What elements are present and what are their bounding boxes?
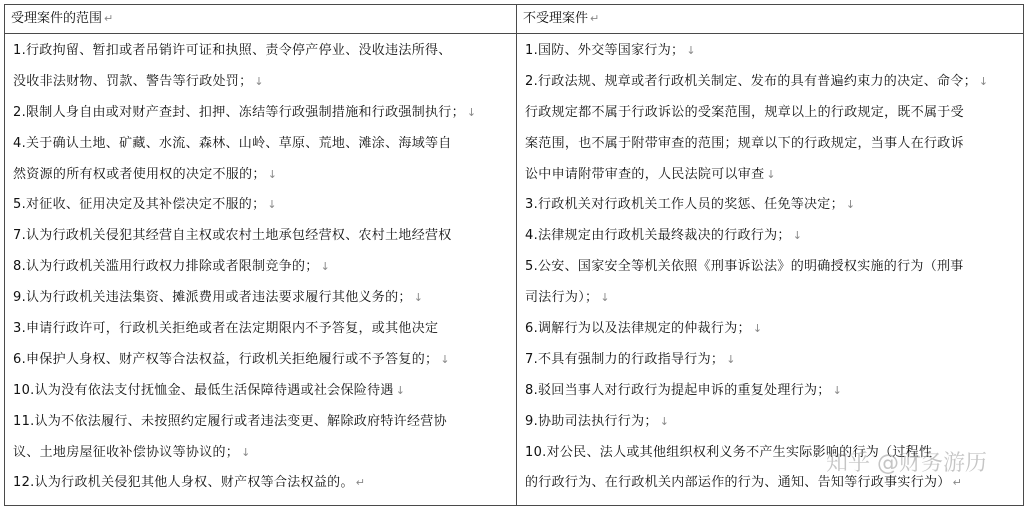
paragraph-mark: ↵ [104, 12, 114, 25]
list-item-text: 2.行政法规、规章或者行政机关制定、发布的具有普遍约束力的决定、命令； [525, 73, 977, 89]
list-item [13, 134, 516, 165]
list-item [13, 72, 516, 103]
list-item [13, 103, 516, 134]
list-item-text: 8.驳回当事人对行政行为提起申诉的重复处理行为； [525, 382, 831, 398]
paragraph-mark: ↓ [686, 44, 696, 57]
list-item-text: 6.调解行为以及法律规定的仲裁行为； [525, 321, 751, 337]
paragraph-mark: ↓ [267, 167, 278, 181]
list-item-text: 11.认为不依法履行、未按照约定履行或者违法变更、解除政府特许经营协 [13, 413, 447, 429]
list-item [525, 257, 1023, 288]
list-item-text: 3.行政机关对行政机关工作人员的奖惩、任免等决定； [525, 197, 844, 213]
list-item-text: 12.认为行政机关侵犯其他人身权、财产权等合法权益的。 [13, 475, 354, 491]
paragraph-mark: ↓ [267, 198, 277, 212]
list-item [525, 165, 1023, 196]
paragraph-mark: ↓ [395, 383, 406, 397]
list-item [13, 350, 516, 381]
list-item [525, 473, 1023, 504]
accepted-cases-column [5, 5, 517, 505]
paragraph-mark: ↵ [952, 476, 963, 490]
list-item-text: 7.不具有强制力的行政指导行为； [525, 351, 725, 367]
list-item [525, 41, 1023, 72]
list-item-text: 10.认为没有依法支付抚恤金、最低生活保障待遇或社会保险待遇 [13, 382, 394, 398]
paragraph-mark: ↓ [320, 260, 331, 274]
paragraph-mark: ↵ [355, 476, 366, 490]
list-item [13, 226, 516, 257]
paragraph-mark: ↓ [845, 198, 856, 212]
paragraph-mark: ↓ [659, 414, 670, 428]
paragraph-mark: ↓ [600, 291, 610, 305]
list-item [13, 195, 516, 226]
paragraph-mark: ↓ [440, 352, 450, 366]
list-item [525, 195, 1023, 226]
list-item-text: 9.协助司法执行行为； [525, 413, 658, 429]
list-item-text: 5.公安、国家安全等机关依照《刑事诉讼法》的明确授权实施的行为（刑事 [525, 259, 964, 275]
paragraph-mark: ↓ [726, 352, 736, 366]
paragraph-mark: ↓ [978, 74, 989, 88]
list-item-text: 7.认为行政机关侵犯其经营自主权或农村土地承包经营权、农村土地经营权 [13, 228, 452, 244]
list-item-text: 行政规定都不属于行政诉讼的受案范围，规章以上的行政规定，既不属于受 [525, 104, 964, 120]
list-item [13, 41, 516, 72]
list-item [525, 72, 1023, 103]
rejected-cases-column [517, 5, 1023, 505]
list-item [525, 381, 1023, 412]
list-item [13, 412, 516, 443]
list-item [13, 165, 516, 196]
list-item [525, 103, 1023, 134]
list-item [13, 257, 516, 288]
list-item-text: 1.行政拘留、暂扣或者吊销许可证和执照、责令停产停业、没收违法所得、 [13, 43, 452, 58]
list-item [13, 473, 516, 504]
list-item [13, 381, 516, 412]
list-item [525, 226, 1023, 257]
list-item [13, 288, 516, 319]
paragraph-mark: ↓ [466, 105, 477, 119]
list-item [525, 412, 1023, 443]
list-item-text: 的行政行为、在行政机关内部运作的行为、通知、告知等行政事实行为） [525, 475, 951, 491]
list-item-text: 6.申保护人身权、财产权等合法权益，行政机关拒绝履行或不予答复的； [13, 351, 439, 367]
list-item-text: 10.对公民、法人或其他组织权利义务不产生实际影响的行为（过程性 [525, 444, 933, 460]
list-item-text: 4.法律规定由行政机关最终裁决的行政行为； [525, 228, 791, 244]
paragraph-mark: ↓ [792, 229, 803, 243]
list-item-text: 议、土地房屋征收补偿协议等协议的； [13, 444, 240, 460]
list-item-text: 3.申请行政许可，行政机关拒绝或者在法定期限内不予答复，或其他决定 [13, 321, 439, 337]
list-item [525, 288, 1023, 319]
rejected-cases-header-text: 不受理案件 [523, 11, 589, 26]
list-item [525, 350, 1023, 381]
list-item [525, 319, 1023, 350]
watermark: 知乎 @财务游历 [826, 451, 987, 476]
paragraph-mark: ↓ [752, 322, 763, 336]
accepted-cases-header [5, 5, 516, 34]
list-item-text: 1.国防、外交等国家行为； [525, 43, 685, 58]
list-item-text: 司法行为）； [525, 290, 599, 306]
list-item-text: 没收非法财物、罚款、警告等行政处罚； [13, 73, 253, 89]
list-item-text: 4.关于确认土地、矿藏、水流、森林、山岭、草原、荒地、滩涂、海域等自 [13, 135, 452, 151]
scope-table [4, 4, 1024, 506]
paragraph-mark: ↓ [413, 291, 424, 305]
list-item [525, 443, 1023, 474]
paragraph-mark: ↓ [241, 445, 251, 459]
paragraph-mark: ↓ [254, 74, 264, 88]
list-item-text: 讼中申请附带审查的，人民法院可以审查 [525, 166, 765, 182]
paragraph-mark: ↵ [590, 12, 600, 25]
rejected-cases-list [517, 41, 1023, 504]
accepted-cases-list [5, 41, 516, 504]
list-item [13, 319, 516, 350]
paragraph-mark: ↓ [766, 167, 776, 181]
rejected-cases-header [517, 5, 1023, 34]
accepted-cases-header-text: 受理案件的范围 [11, 11, 103, 26]
list-item-text: 5.对征收、征用决定及其补偿决定不服的； [13, 197, 266, 213]
paragraph-mark: ↓ [832, 383, 843, 397]
list-item-text: 然资源的所有权或者使用权的决定不服的； [13, 166, 266, 182]
list-item [13, 443, 516, 474]
list-item [525, 134, 1023, 165]
list-item-text: 案范围，也不属于附带审查的范围；规章以下的行政规定，当事人在行政诉 [525, 135, 964, 151]
list-item-text: 9.认为行政机关违法集资、摊派费用或者违法要求履行其他义务的； [13, 290, 412, 306]
list-item-text: 8.认为行政机关滥用行政权力排除或者限制竞争的； [13, 259, 319, 275]
list-item-text: 2.限制人身自由或对财产查封、扣押、冻结等行政强制措施和行政强制执行； [13, 104, 465, 120]
